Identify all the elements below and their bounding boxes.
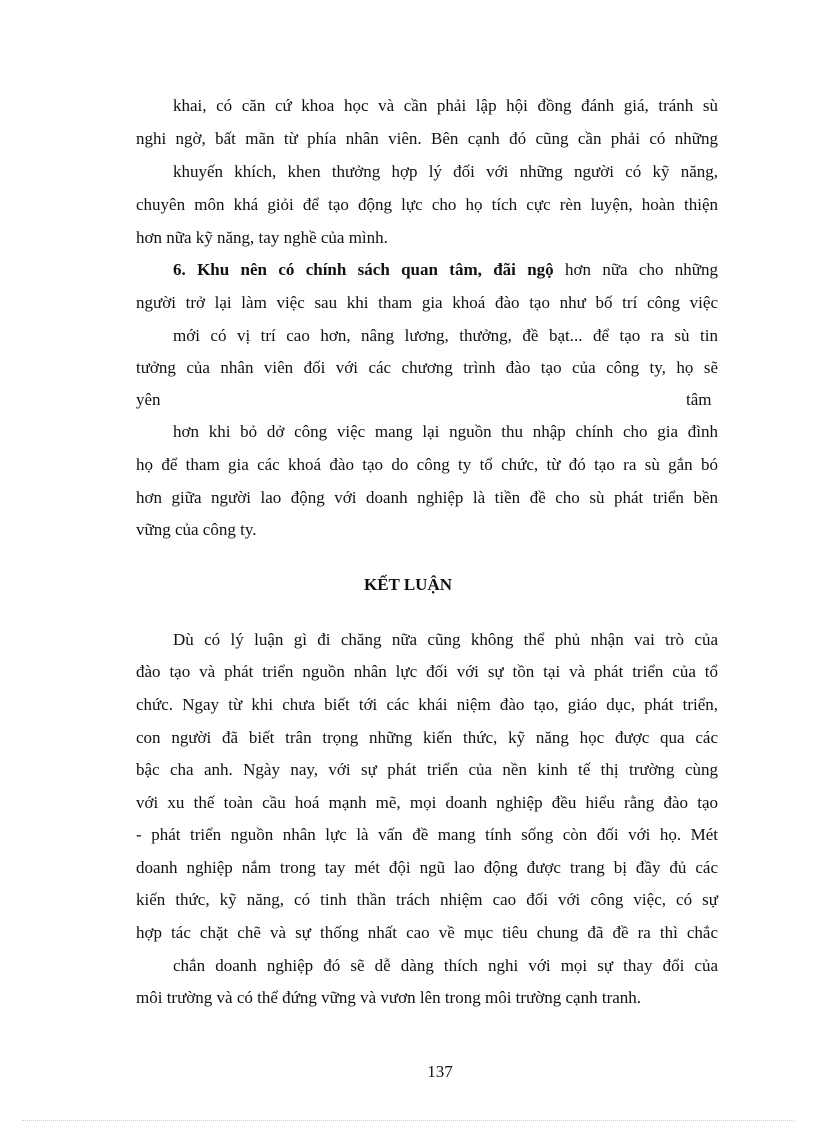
- footer-divider: [22, 1120, 794, 1121]
- conclusion-line-3: chức. Ngay từ khi chưa biết tới các khái niệm đào tạo, giáo dục, phát triển,: [136, 695, 718, 714]
- conclusion-line-6: với xu thế toàn cầu hoá mạnh mẽ, mọi doanh nghiệp đều hiểu rằng đào tạo: [136, 793, 718, 812]
- para1-line-5: hơn nữa kỹ năng, tay nghề của mình.: [136, 228, 388, 247]
- conclusion-line-4: con người đã biết trân trọng những kiến thức, kỹ năng học được qua các: [136, 728, 718, 747]
- para1-line-2: nghi ngờ, bất mãn từ phía nhân viên. Bên cạnh đó cũng cần phải có những: [136, 129, 718, 148]
- para2-word-yen: yên: [136, 390, 161, 409]
- conclusion-line-9: kiến thức, kỹ năng, có tinh thần trách nhiệm cao đối với công việc, có sự: [136, 890, 718, 909]
- para2-line-6: hơn khi bỏ dở công việc mang lại nguồn thu nhập chính cho gia đình: [173, 422, 718, 441]
- para2-line-1: [173, 259, 718, 281]
- para1-line-4: chuyên môn khá giỏi để tạo động lực cho họ tích cực rèn luyện, hoàn thiện: [136, 195, 718, 214]
- para2-lead-rest: hơn nữa cho những: [553, 260, 718, 279]
- conclusion-line-7: - phát triển nguồn nhân lực là vấn đề mang tính sống còn đối với họ. Mét: [136, 825, 718, 844]
- para2-word-tam: tâm: [686, 390, 712, 409]
- conclusion-line-5: bậc cha anh. Ngày nay, với sự phát triển của nền kinh tế thị trường cùng: [136, 760, 718, 779]
- para2-line-7: họ để tham gia các khoá đào tạo do công ty tổ chức, từ đó tạo ra sù gắn bó: [136, 455, 718, 474]
- para2-line-3: mới có vị trí cao hơn, nâng lương, thưởng, đề bạt... để tạo ra sù tin: [173, 326, 718, 345]
- para2-line-2: người trở lại làm việc sau khi tham gia khoá đào tạo như bố trí công việc: [136, 293, 718, 312]
- conclusion-line-2: đào tạo và phát triển nguồn nhân lực đối với sự tồn tại và phát triển của tổ: [136, 662, 718, 681]
- para1-line-3: khuyến khích, khen thưởng hợp lý đối với những người có kỹ năng,: [173, 162, 718, 181]
- conclusion-line-11: chắn doanh nghiệp đó sẽ dễ dàng thích nghi với mọi sự thay đổi của: [173, 956, 718, 975]
- para1-line-1: khai, có căn cứ khoa học và cần phải lập hội đồng đánh giá, tránh sù: [173, 96, 718, 115]
- conclusion-line-1: Dù có lý luận gì đi chăng nữa cũng không thể phủ nhận vai trò của: [173, 630, 718, 649]
- para2-line-4: tưởng của nhân viên đối với các chương trình đào tạo của công ty, họ sẽ: [136, 358, 718, 377]
- conclusion-line-8: doanh nghiệp nắm trong tay mét đội ngũ lao động được trang bị đầy đủ các: [136, 858, 718, 877]
- conclusion-line-12: môi trường và có thể đứng vững và vươn lên trong môi trường cạnh tranh.: [136, 988, 642, 1007]
- conclusion-line-10: hợp tác chặt chẽ và sự thống nhất cao về mục tiêu chung đã đề ra thì chắc: [136, 923, 718, 942]
- para2-bold-lead: 6. Khu nên có chính sách quan tâm, đãi ngộ: [173, 260, 554, 279]
- para2-line-9: vững của công ty.: [136, 520, 257, 539]
- page-number: 137: [427, 1062, 453, 1081]
- para2-line-8: hơn giữa người lao động với doanh nghiệp là tiền đề cho sù phát triển bền: [136, 488, 718, 507]
- conclusion-heading: KẾT LUẬN: [363, 575, 452, 594]
